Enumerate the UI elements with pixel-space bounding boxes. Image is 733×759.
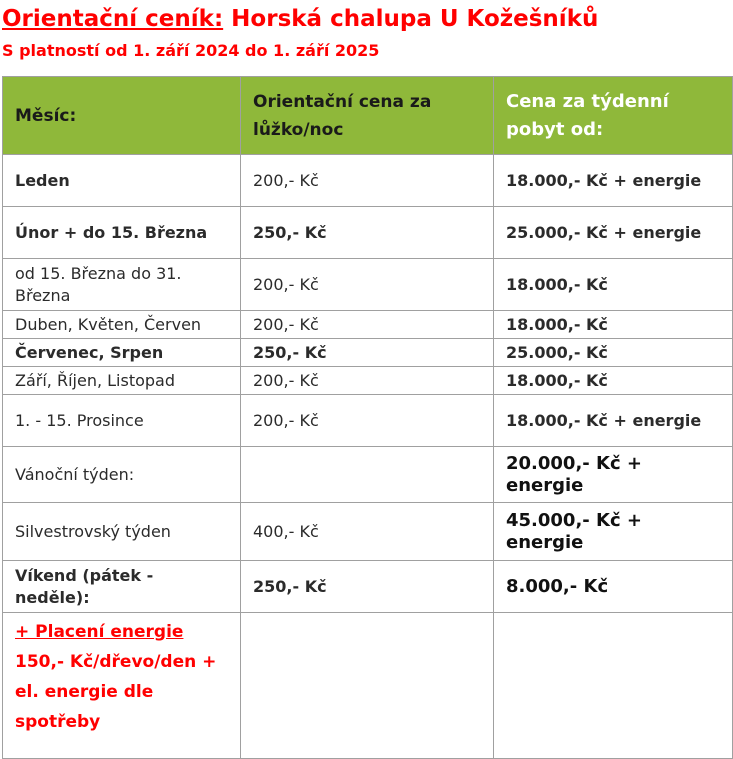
month-cell: Leden	[3, 155, 241, 207]
table-header-row	[3, 77, 733, 155]
week-price-cell: 18.000,- Kč + energie	[494, 395, 733, 447]
night-price-cell: 200,- Kč	[241, 367, 494, 395]
month-cell: Únor + do 15. Března	[3, 207, 241, 259]
night-price-cell: 400,- Kč	[241, 503, 494, 561]
month-cell: Duben, Květen, Červen	[3, 311, 241, 339]
table-row	[3, 447, 733, 503]
title-prefix: Orientační ceník:	[2, 6, 224, 32]
week-price-cell: 25.000,- Kč	[494, 339, 733, 367]
night-price-cell: 250,- Kč	[241, 339, 494, 367]
month-cell: Červenec, Srpen	[3, 339, 241, 367]
table-row	[3, 395, 733, 447]
week-price-cell: 45.000,- Kč + energie	[494, 503, 733, 561]
column-header-week-price: Cena za týdenní pobyt od:	[494, 77, 733, 155]
energy-note-detail: 150,- Kč/dřevo/den + el. energie dle spotřeby	[15, 652, 217, 732]
week-price-cell: 18.000,- Kč	[494, 367, 733, 395]
week-price-cell: 18.000,- Kč	[494, 259, 733, 311]
table-row	[3, 155, 733, 207]
energy-note-cell	[3, 613, 241, 759]
table-row	[3, 367, 733, 395]
validity-note: S platností od 1. září 2024 do 1. září 2025	[2, 41, 380, 60]
night-price-cell: 200,- Kč	[241, 259, 494, 311]
night-price-cell: 250,- Kč	[241, 561, 494, 613]
title-name: Horská chalupa U Kožešníků	[231, 6, 599, 32]
column-header-night-price: Orientační cena za lůžko/noc	[241, 77, 494, 155]
month-cell: Vánoční týden:	[3, 447, 241, 503]
table-row	[3, 503, 733, 561]
week-price-cell: 8.000,- Kč	[494, 561, 733, 613]
night-price-cell: 200,- Kč	[241, 155, 494, 207]
empty-cell	[241, 613, 494, 759]
night-price-cell: 250,- Kč	[241, 207, 494, 259]
month-cell: 1. - 15. Prosince	[3, 395, 241, 447]
night-price-cell: 200,- Kč	[241, 395, 494, 447]
month-cell: Silvestrovský týden	[3, 503, 241, 561]
week-price-cell: 20.000,- Kč + energie	[494, 447, 733, 503]
week-price-cell: 18.000,- Kč	[494, 311, 733, 339]
night-price-cell	[241, 447, 494, 503]
price-table	[2, 76, 733, 759]
week-price-cell: 25.000,- Kč + energie	[494, 207, 733, 259]
month-cell: Září, Říjen, Listopad	[3, 367, 241, 395]
table-row	[3, 339, 733, 367]
table-row	[3, 207, 733, 259]
table-row	[3, 259, 733, 311]
night-price-cell: 200,- Kč	[241, 311, 494, 339]
table-row	[3, 561, 733, 613]
page-title	[2, 4, 598, 34]
month-cell: od 15. Března do 31. Března	[3, 259, 241, 311]
energy-note-title: + Placení energie	[15, 622, 184, 642]
table-row	[3, 311, 733, 339]
empty-cell	[494, 613, 733, 759]
week-price-cell: 18.000,- Kč + energie	[494, 155, 733, 207]
month-cell: Víkend (pátek - neděle):	[3, 561, 241, 613]
column-header-month: Měsíc:	[3, 77, 241, 155]
note-row	[3, 613, 733, 759]
